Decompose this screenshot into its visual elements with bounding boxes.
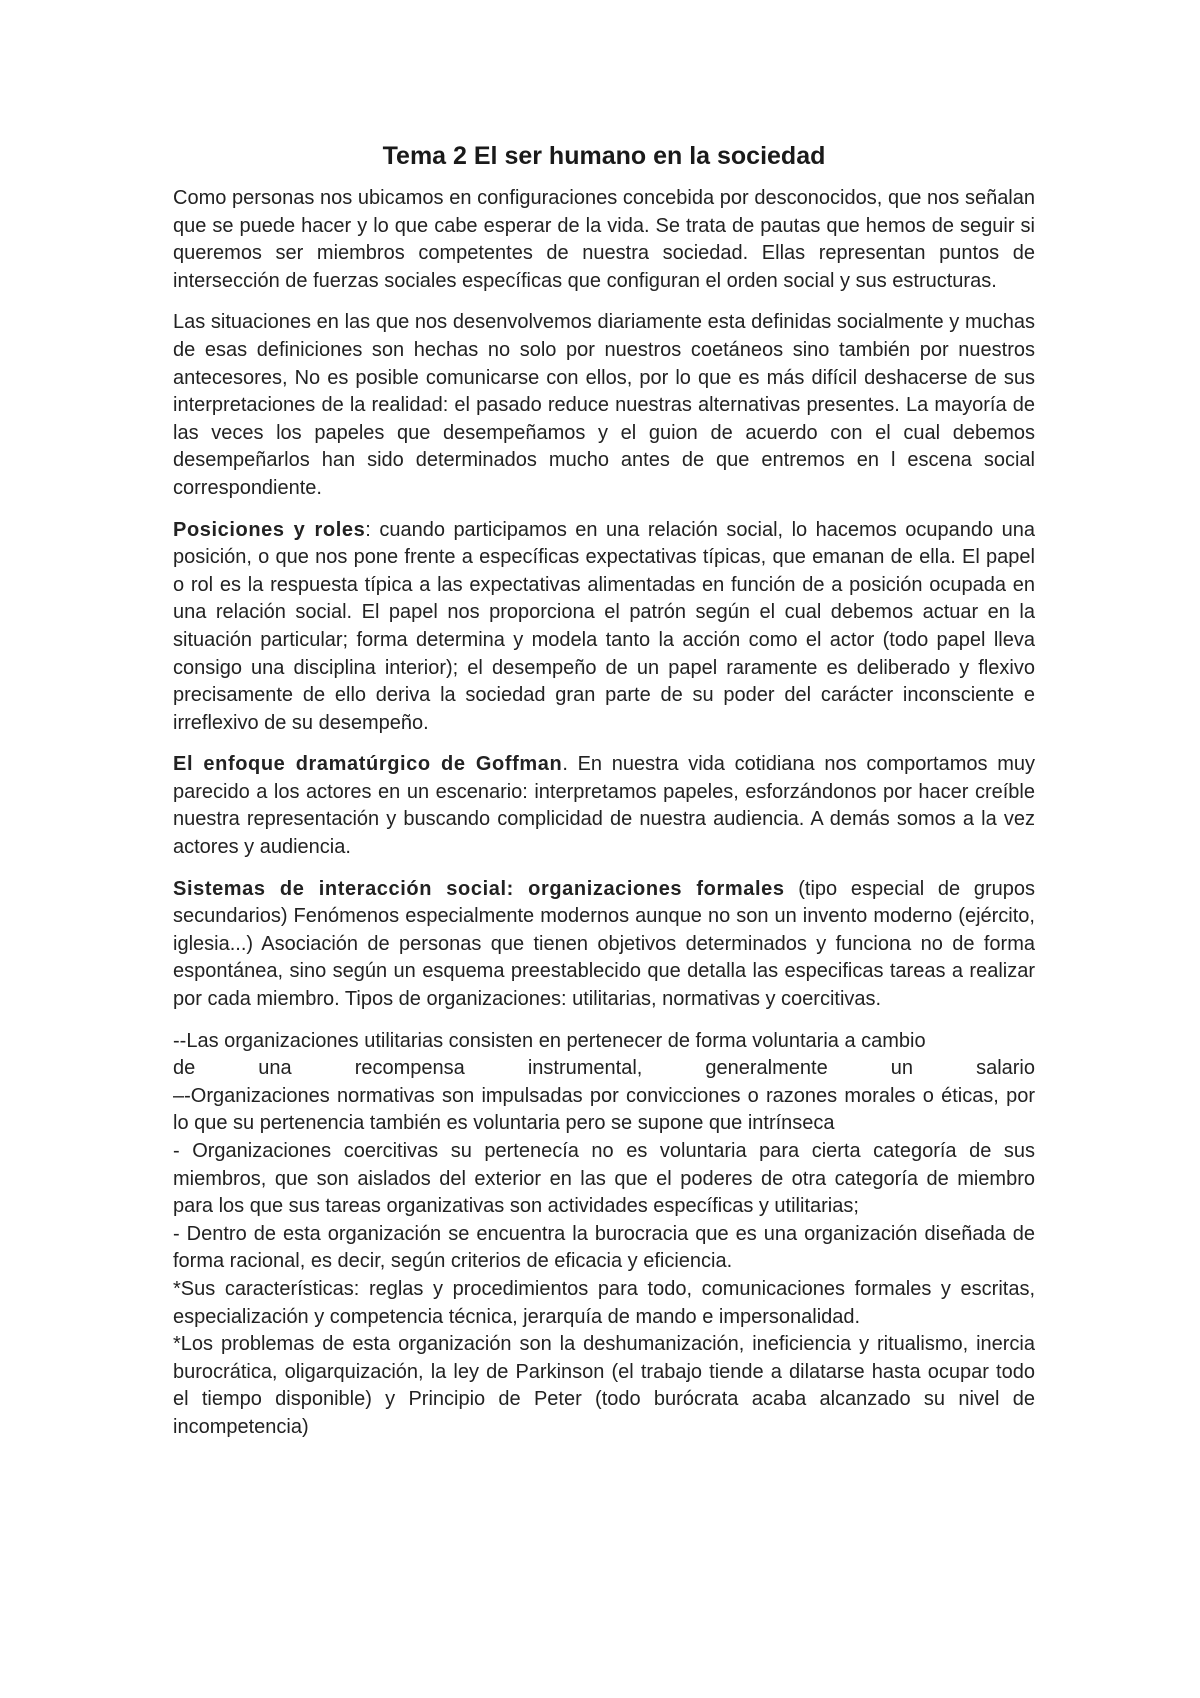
list-item: *Los problemas de esta organización son la deshumanización, ineficiencia y ritualismo, inercia burocrática, oligarquización, la ley de Parkinson (el trabajo tiende a dilatarse hasta ocupar todo el tiempo disponible) y Principio de Peter (todo burócrata acaba alcanzado su nivel de incompetencia) bbox=[173, 1333, 1035, 1438]
list-item: –-Organizaciones normativas son impulsadas por convicciones o razones morales o éticas, por lo que su pertenencia también es voluntaria pero se supone que intrínseca bbox=[173, 1084, 1035, 1135]
paragraph-intro bbox=[173, 185, 1035, 295]
document-title: Tema 2 El ser humano en la sociedad bbox=[382, 142, 826, 170]
paragraph-text: (tipo especial de grupos secundarios) Fenómenos especialmente modernos aunque no son un invento moderno (ejército, iglesia...) Asociación de personas que tienen objetivos determinados y funciona no de forma espontánea, sino según un esquema preestablecido que detalla las especificas tareas a realizar por cada miembro. Tipos de organizaciones: utilitarias, normativas y coercitivas. bbox=[173, 877, 1035, 1011]
paragraph-situaciones bbox=[173, 309, 1035, 502]
paragraph-lead-heading: Posiciones y roles bbox=[173, 518, 366, 541]
paragraph-organizaciones bbox=[173, 876, 1035, 1014]
paragraph-text: Las situaciones en las que nos desenvolvemos diariamente esta definidas socialmente y muchas de esas definiciones son hechas no solo por nuestros coetáneos sino también por nuestros antecesores, No es posible comunicarse con ellos, por lo que es más difícil deshacerse de sus interpretaciones de la realidad: el pasado reduce nuestras alternativas presentes. La mayoría de las veces los papeles que desempeñamos y el guion de acuerdo con el cual debemos desempeñarlos han sido determinados mucho antes de que entremos en l escena social correspondiente. bbox=[173, 311, 1035, 499]
document-page bbox=[173, 142, 1035, 1442]
organization-types-list bbox=[173, 1028, 1035, 1442]
list-item: de una recompensa instrumental, generalmente un salario bbox=[173, 1057, 1035, 1080]
paragraph-posiciones-roles bbox=[173, 517, 1035, 738]
paragraph-text: . En nuestra vida cotidiana nos comportamos muy parecido a los actores en un escenario: interpretamos papeles, esforzándonos por hacer creíble nuestra representación y buscando complicidad de nuestra audiencia. A demás somos a la vez actores y audiencia. bbox=[173, 753, 1036, 859]
list-item: - Dentro de esta organización se encuentra la burocracia que es una organización diseñada de forma racional, es decir, según criterios de eficacia y eficiencia. bbox=[173, 1222, 1035, 1273]
paragraph-lead-heading: Sistemas de interacción social: organizaciones formales bbox=[173, 877, 785, 900]
paragraph-text: : cuando participamos en una relación social, lo hacemos ocupando una posición, o que nos pone frente a específicas expectativas típicas, que emanan de ella. El papel o rol es la respuesta típica a las expectativas alimentadas en función de a posición ocupada en una relación social. El papel nos proporciona el patrón según el cual debemos actuar en la situación particular; forma determina y modela tanto la acción como el actor (todo papel lleva consigo una disciplina interior); el desempeño de un papel raramente es deliberado y flexivo precisamente de ello deriva la sociedad gran parte de su poder del carácter inconsciente e irreflexivo de su desempeño. bbox=[173, 518, 1035, 734]
list-item: *Sus características: reglas y procedimientos para todo, comunicaciones formales y escritas, especialización y competencia técnica, jerarquía de mando e impersonalidad. bbox=[173, 1277, 1035, 1328]
paragraph-goffman bbox=[173, 751, 1035, 861]
paragraph-text: Como personas nos ubicamos en configuraciones concebida por desconocidos, que nos señalan que se puede hacer y lo que cabe esperar de la vida. Se trata de pautas que hemos de seguir si queremos ser miembros competentes de nuestra sociedad. Ellas representan puntos de intersección de fuerzas sociales específicas que configuran el orden social y sus estructuras. bbox=[173, 187, 1035, 292]
paragraph-lead-heading: El enfoque dramatúrgico de Goffman bbox=[173, 753, 563, 776]
list-item: - Organizaciones coercitivas su pertenecía no es voluntaria para cierta categoría de sus miembros, que son aislados del exterior en las que el poderes de otra categoría de miembro para los que sus tareas organizativas son actividades específicas y utilitarias; bbox=[173, 1140, 1035, 1218]
list-item: --Las organizaciones utilitarias consisten en pertenecer de forma voluntaria a cambio bbox=[173, 1029, 926, 1052]
